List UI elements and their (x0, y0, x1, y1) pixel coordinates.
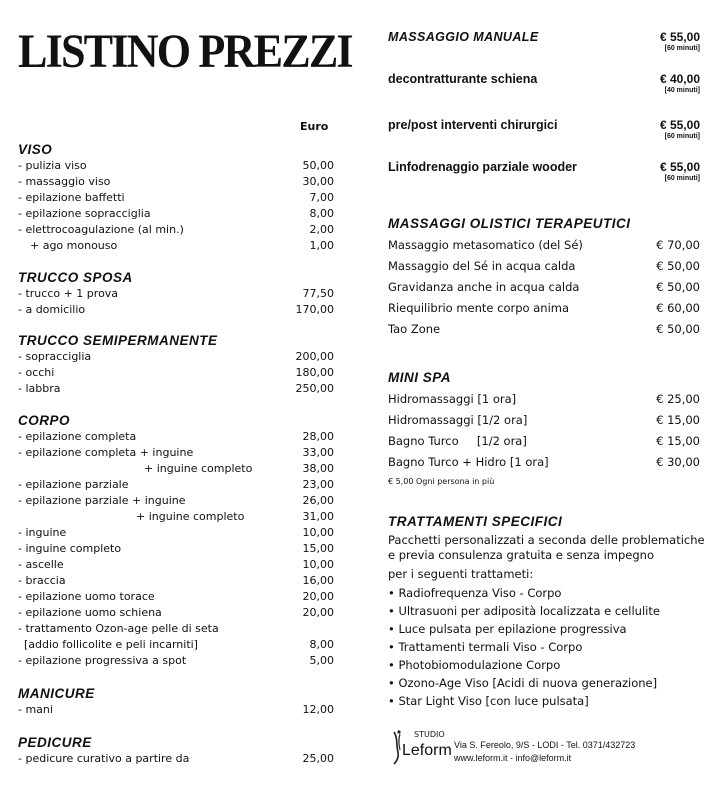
olistici-price: € 50,00 (656, 259, 700, 273)
massage-price: € 40,00 (659, 72, 700, 86)
specifici-intro: per i seguenti trattameti: (388, 567, 534, 581)
price-value: 8,00 (309, 638, 334, 651)
price-label: - occhi (18, 366, 55, 379)
price-label: + inguine completo (144, 462, 253, 475)
price-row (18, 621, 334, 637)
minispa-label: Bagno Turco [1/2 ora] (388, 434, 527, 448)
treatment-item: • Radiofrequenza Viso - Corpo (388, 586, 562, 600)
section-heading: MANICURE (18, 686, 95, 701)
price-row (18, 302, 334, 318)
olistici-price: € 70,00 (656, 238, 700, 252)
massage-duration: [40 minuti] (664, 87, 700, 94)
price-label: - ascelle (18, 558, 64, 571)
minispa-price: € 15,00 (656, 434, 700, 448)
olistici-row (388, 278, 700, 296)
massage-duration: [60 minuti] (664, 45, 700, 52)
price-row (18, 525, 334, 541)
olistici-row (388, 236, 700, 254)
price-label: [addio follicolite e peli incarniti] (24, 638, 198, 651)
price-value: 5,00 (309, 654, 334, 667)
treatment-item: • Luce pulsata per epilazione progressiva (388, 622, 627, 636)
olistici-price: € 50,00 (656, 280, 700, 294)
olistici-price: € 60,00 (656, 301, 700, 315)
price-row (18, 429, 334, 445)
price-label: - epilazione parziale (18, 478, 129, 491)
minispa-price: € 30,00 (656, 455, 700, 469)
studio-leform-logo (388, 728, 452, 764)
olistici-row (388, 257, 700, 275)
price-label: - epilazione sopracciglia (18, 207, 151, 220)
price-value: 20,00 (302, 590, 334, 603)
price-value: 10,00 (302, 558, 334, 571)
minispa-row (388, 453, 700, 471)
minispa-row (388, 390, 700, 408)
minispa-label: Bagno Turco + Hidro [1 ora] (388, 455, 549, 469)
massage-label: decontratturante schiena (388, 72, 538, 86)
currency-header: Euro (300, 120, 329, 133)
price-row (18, 477, 334, 493)
price-label: - pulizia viso (18, 159, 87, 172)
price-value: 10,00 (302, 526, 334, 539)
price-row (18, 206, 334, 222)
olistici-label: Tao Zone (388, 322, 441, 336)
price-value: 180,00 (295, 366, 334, 379)
massage-price: € 55,00 (659, 160, 700, 174)
price-label: - epilazione uomo torace (18, 590, 155, 603)
treatment-item: • Star Light Viso [con luce pulsata] (388, 694, 589, 708)
minispa-price: € 25,00 (656, 392, 700, 406)
massage-label: Linfodrenaggio parziale wooder (388, 160, 577, 174)
price-row (18, 751, 334, 767)
price-label: - braccia (18, 574, 66, 587)
price-row (18, 349, 334, 365)
price-label: - epilazione completa + inguine (18, 446, 194, 459)
price-label: - inguine (18, 526, 67, 539)
specifici-paragraph: Pacchetti personalizzati a seconda delle problematiche e previa consulenza gratuita e senza impegno (388, 533, 705, 562)
price-label: - trucco + 1 prova (18, 287, 119, 300)
price-label: - pedicure curativo a partire da (18, 752, 190, 765)
olistici-row (388, 320, 700, 338)
price-row (18, 222, 334, 238)
footer-address: Via S. Fereolo, 9/S - LODI - Tel. 0371/432723 (454, 740, 636, 750)
price-label: - elettrocoagulazione (al min.) (18, 223, 184, 236)
price-label: - epilazione completa (18, 430, 137, 443)
massage-label: MASSAGGIO MANUALE (388, 30, 539, 44)
price-label: + inguine completo (136, 510, 245, 523)
price-row (18, 557, 334, 573)
massage-duration: [60 minuti] (664, 133, 700, 140)
price-value: 8,00 (309, 207, 334, 220)
minispa-label: Hidromassaggi [1/2 ora] (388, 413, 528, 427)
price-value: 7,00 (309, 191, 334, 204)
minispa-row (388, 432, 700, 450)
massage-duration: [60 minuti] (664, 175, 700, 182)
price-value: 33,00 (302, 446, 334, 459)
price-label: - epilazione baffetti (18, 191, 125, 204)
price-label: - a domicilio (18, 303, 86, 316)
price-label: - epilazione uomo schiena (18, 606, 162, 619)
price-label: - epilazione parziale + inguine (18, 494, 186, 507)
price-label: - trattamento Ozon-age pelle di seta (18, 622, 219, 635)
minispa-row (388, 411, 700, 429)
price-value: 50,00 (302, 159, 334, 172)
section-heading-olistici: MASSAGGI OLISTICI TERAPEUTICI (388, 216, 631, 231)
price-row (18, 653, 334, 669)
olistici-label: Massaggio del Sé in acqua calda (388, 259, 576, 273)
price-label: - mani (18, 703, 53, 716)
price-value: 77,50 (302, 287, 334, 300)
price-value: 38,00 (302, 462, 334, 475)
price-row (18, 493, 334, 509)
price-label: + ago monouso (30, 239, 118, 252)
page-title: LISTINO PREZZI (18, 25, 352, 78)
price-value: 23,00 (302, 478, 334, 491)
price-label: - sopracciglia (18, 350, 92, 363)
section-heading: CORPO (18, 413, 71, 428)
price-label: - inguine completo (18, 542, 122, 555)
olistici-label: Gravidanza anche in acqua calda (388, 280, 580, 294)
price-value: 30,00 (302, 175, 334, 188)
olistici-label: Riequilibrio mente corpo anima (388, 301, 570, 315)
price-row (18, 381, 334, 397)
section-heading-specifici: TRATTAMENTI SPECIFICI (388, 514, 563, 529)
massage-price: € 55,00 (659, 118, 700, 132)
minispa-label: Hidromassaggi [1 ora] (388, 392, 517, 406)
price-label: - massaggio viso (18, 175, 111, 188)
price-row (18, 573, 334, 589)
price-value: 1,00 (309, 239, 334, 252)
price-row (18, 174, 334, 190)
section-heading: TRUCCO SEMIPERMANENTE (18, 333, 218, 348)
price-value: 2,00 (309, 223, 334, 236)
massage-label: pre/post interventi chirurgici (388, 118, 558, 132)
section-heading: PEDICURE (18, 735, 92, 750)
price-row (18, 509, 334, 525)
minispa-price: € 15,00 (656, 413, 700, 427)
price-row (18, 541, 334, 557)
specifici-list (388, 584, 718, 710)
footer-web: www.leform.it - info@leform.it (454, 753, 572, 763)
olistici-price: € 50,00 (656, 322, 700, 336)
treatment-item: • Ozono-Age Viso [Acidi di nuova generazione] (388, 676, 658, 690)
price-label: - labbra (18, 382, 61, 395)
massage-price: € 55,00 (659, 30, 700, 44)
price-row (18, 238, 334, 254)
price-row (18, 589, 334, 605)
logo-studio-text: STUDIO (414, 730, 445, 739)
price-row (18, 637, 334, 653)
price-row (18, 190, 334, 206)
section-heading-minispa: MINI SPA (388, 370, 452, 385)
price-value: 25,00 (302, 752, 334, 765)
price-row (18, 445, 334, 461)
minispa-note: € 5,00 Ogni persona in più (388, 477, 495, 486)
price-value: 15,00 (302, 542, 334, 555)
price-value: 31,00 (302, 510, 334, 523)
olistici-row (388, 299, 700, 317)
price-value: 26,00 (302, 494, 334, 507)
logo-leform-text: Leform (402, 742, 452, 759)
price-value: 16,00 (302, 574, 334, 587)
price-row (18, 158, 334, 174)
price-value: 200,00 (295, 350, 334, 363)
price-value: 250,00 (295, 382, 334, 395)
price-value: 170,00 (295, 303, 334, 316)
price-row (18, 605, 334, 621)
price-value: 28,00 (302, 430, 334, 443)
olistici-label: Massaggio metasomatico (del Sé) (388, 238, 583, 252)
price-row (18, 286, 334, 302)
price-row (18, 365, 334, 381)
section-heading: TRUCCO SPOSA (18, 270, 133, 285)
treatment-item: • Trattamenti termali Viso - Corpo (388, 640, 583, 654)
price-value: 20,00 (302, 606, 334, 619)
treatment-item: • Photobiomodulazione Corpo (388, 658, 561, 672)
price-row (18, 702, 334, 718)
price-row (18, 461, 334, 477)
price-label: - epilazione progressiva a spot (18, 654, 187, 667)
price-value: 12,00 (302, 703, 334, 716)
section-heading: VISO (18, 142, 53, 157)
treatment-item: • Ultrasuoni per adiposità localizzata e cellulite (388, 604, 660, 618)
